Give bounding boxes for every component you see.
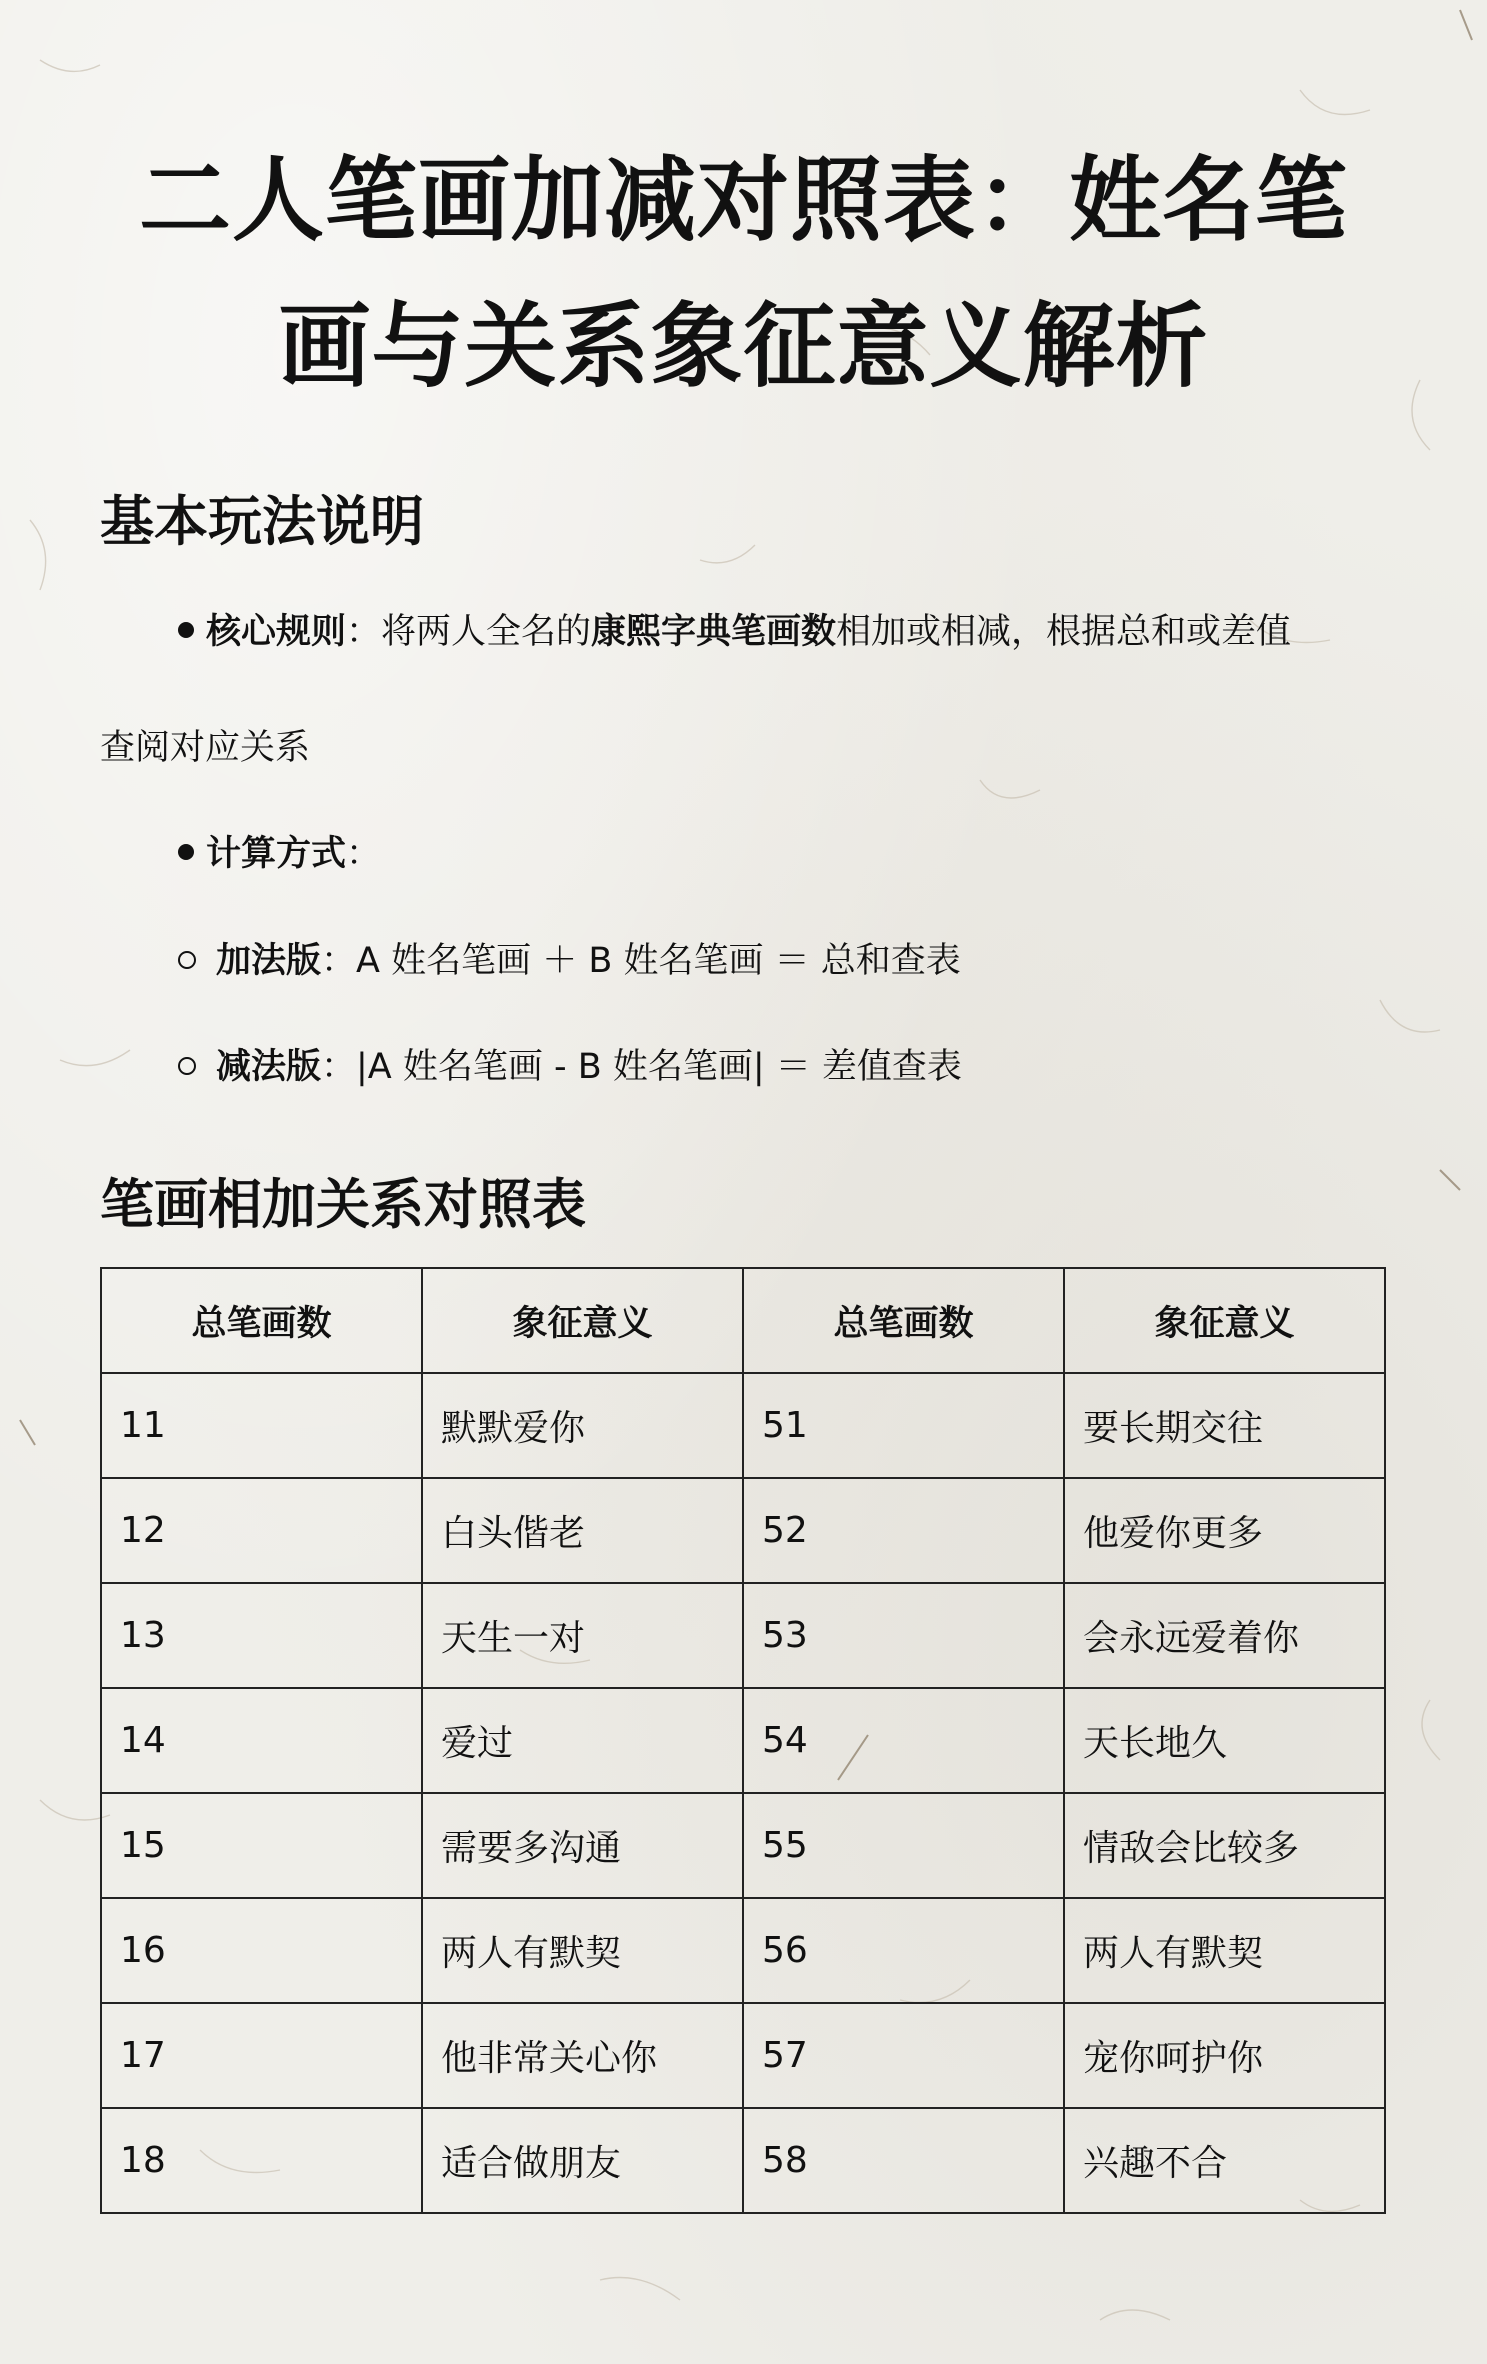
header-meaning: 象征意义 <box>1064 1268 1385 1373</box>
stroke-count-cell: 11 <box>101 1373 422 1478</box>
stroke-count-cell: 51 <box>743 1373 1064 1478</box>
meaning-cell: 两人有默契 <box>1064 1898 1385 2003</box>
bullet-dot-icon <box>178 844 194 860</box>
core-rule-paragraph <box>178 608 1291 656</box>
header-meaning: 象征意义 <box>422 1268 743 1373</box>
calc-method-label: 计算方式 <box>206 834 347 874</box>
table-header-row <box>101 1268 1385 1373</box>
meaning-cell: 情敌会比较多 <box>1064 1793 1385 1898</box>
subtraction-label: 减法版 <box>216 1047 322 1087</box>
table-row <box>101 1583 1385 1688</box>
meaning-cell: 要长期交往 <box>1064 1373 1385 1478</box>
meaning-cell: 适合做朋友 <box>422 2108 743 2213</box>
addition-formula-line <box>178 937 961 985</box>
core-rule-label: 核心规则 <box>206 612 347 652</box>
table-row <box>101 1373 1385 1478</box>
addition-reference-table <box>100 1267 1386 2214</box>
stroke-count-cell: 55 <box>743 1793 1064 1898</box>
stroke-count-cell: 53 <box>743 1583 1064 1688</box>
stroke-count-cell: 15 <box>101 1793 422 1898</box>
table-row <box>101 1793 1385 1898</box>
stroke-count-cell: 58 <box>743 2108 1064 2213</box>
stroke-count-cell: 12 <box>101 1478 422 1583</box>
core-rule-text-pre: ：将两人全名的 <box>346 612 592 652</box>
table-row <box>101 2003 1385 2108</box>
core-rule-text-post: 相加或相减，根据总和或差值 <box>836 612 1292 652</box>
meaning-cell: 天生一对 <box>422 1583 743 1688</box>
section-heading-basic: 基本玩法说明 <box>100 490 424 553</box>
calc-method-line <box>178 830 381 878</box>
bullet-dot-icon <box>178 622 194 638</box>
table-row <box>101 1478 1385 1583</box>
title-line-2: 画与关系象征意义解析 <box>278 293 1209 400</box>
title-line-1: 二人笔画加减对照表：姓名笔 <box>138 147 1348 254</box>
stroke-count-cell: 17 <box>101 2003 422 2108</box>
stroke-count-cell: 13 <box>101 1583 422 1688</box>
meaning-cell: 他爱你更多 <box>1064 1478 1385 1583</box>
header-total-strokes: 总笔画数 <box>743 1268 1064 1373</box>
meaning-cell: 天长地久 <box>1064 1688 1385 1793</box>
table-row <box>101 2108 1385 2213</box>
addition-label: 加法版 <box>216 941 322 981</box>
subtraction-formula-line <box>178 1043 962 1091</box>
stroke-count-cell: 57 <box>743 2003 1064 2108</box>
meaning-cell: 默默爱你 <box>422 1373 743 1478</box>
stroke-count-cell: 52 <box>743 1478 1064 1583</box>
page-title <box>90 128 1397 420</box>
header-total-strokes: 总笔画数 <box>101 1268 422 1373</box>
calc-method-colon: ： <box>346 834 382 874</box>
table-row <box>101 1688 1385 1793</box>
core-rule-continuation: 查阅对应关系 <box>100 728 311 768</box>
bullet-circle-icon <box>178 1057 196 1075</box>
stroke-count-cell: 54 <box>743 1688 1064 1793</box>
meaning-cell: 他非常关心你 <box>422 2003 743 2108</box>
stroke-count-cell: 14 <box>101 1688 422 1793</box>
meaning-cell: 白头偕老 <box>422 1478 743 1583</box>
stroke-count-cell: 16 <box>101 1898 422 2003</box>
meaning-cell: 爱过 <box>422 1688 743 1793</box>
section-heading-addition-table: 笔画相加关系对照表 <box>100 1173 586 1236</box>
meaning-cell: 两人有默契 <box>422 1898 743 2003</box>
table-row <box>101 1898 1385 2003</box>
meaning-cell: 会永远爱着你 <box>1064 1583 1385 1688</box>
meaning-cell: 兴趣不合 <box>1064 2108 1385 2213</box>
stroke-count-cell: 18 <box>101 2108 422 2213</box>
bullet-circle-icon <box>178 951 196 969</box>
subtraction-formula: ：|A 姓名笔画 - B 姓名笔画| ＝ 差值查表 <box>321 1047 962 1087</box>
stroke-count-cell: 56 <box>743 1898 1064 2003</box>
meaning-cell: 需要多沟通 <box>422 1793 743 1898</box>
meaning-cell: 宠你呵护你 <box>1064 2003 1385 2108</box>
addition-formula: ：A 姓名笔画 ＋ B 姓名笔画 ＝ 总和查表 <box>321 941 961 981</box>
kangxi-stroke-term: 康熙字典笔画数 <box>591 612 837 652</box>
